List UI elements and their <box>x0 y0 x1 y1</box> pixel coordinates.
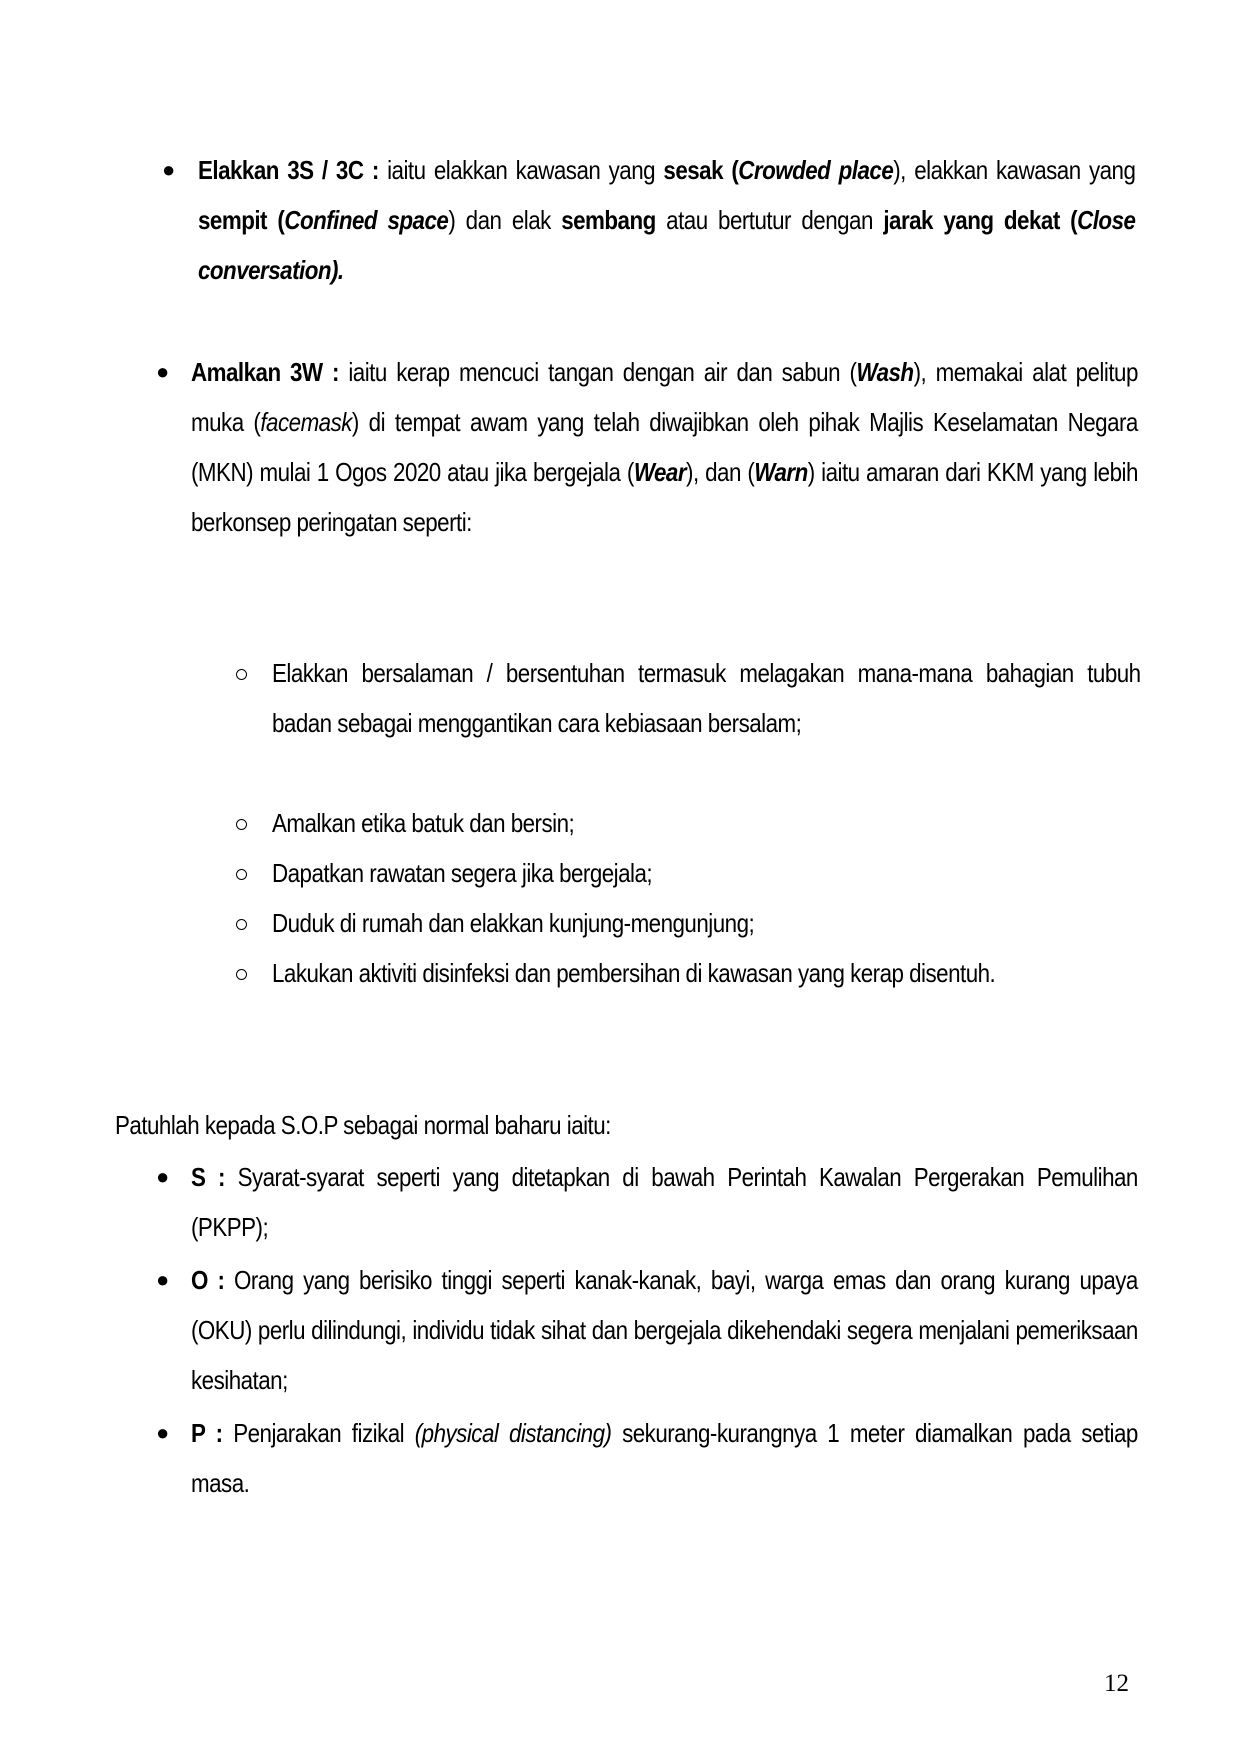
hollow-bullet-icon <box>236 819 247 830</box>
bullet-icon: ● <box>156 1164 170 1189</box>
bullet-icon: ● <box>156 1267 170 1292</box>
list-item-3w: Amalkan 3W : iaitu kerap mencuci tangan dengan air dan sabun (Wash), memakai alat pelitup muka (facemask) di tempat awam yang telah diwajibkan oleh pihak Majlis Keselamatan Negara (MKN) mulai 1 Ogos 2020 atau jika bergejala (Wear), dan (Warn) iaitu amaran dari KKM yang lebih berkonsep peringatan seperti: <box>191 357 1138 537</box>
hollow-bullet-icon <box>236 919 247 930</box>
sub-list-item: Lakukan aktiviti disinfeksi dan pembersihan di kawasan yang kerap disentuh. <box>272 958 996 988</box>
sub-list-item: Elakkan bersalaman / bersentuhan termasuk melagakan mana-mana bahagian tubuh badan sebagai menggantikan cara kebiasaan bersalam; <box>272 658 1141 738</box>
sop-intro: Patuhlah kepada S.O.P sebagai normal baharu iaitu: <box>115 1110 611 1140</box>
item-label: S : <box>191 1162 225 1192</box>
sub-list-item: Amalkan etika batuk dan bersin; <box>272 808 575 838</box>
item-label: Amalkan 3W : <box>191 357 339 387</box>
sop-item-o: O : Orang yang berisiko tinggi seperti kanak-kanak, bayi, warga emas dan orang kurang upaya (OKU) perlu dilindungi, individu tidak sihat dan bergejala dikehendaki segera menjalani pemeriksaan kesihatan; <box>191 1265 1138 1395</box>
item-label: O : <box>191 1265 225 1295</box>
list-item-3s-3c: Elakkan 3S / 3C : iaitu elakkan kawasan yang sesak (Crowded place), elakkan kawasan yang sempit (Confined space) dan elak sembang atau bertutur dengan jarak yang dekat (Close conversation). <box>198 155 1136 285</box>
sub-list-item: Dapatkan rawatan segera jika bergejala; <box>272 858 653 888</box>
page-number: 12 <box>1104 1670 1129 1697</box>
hollow-bullet-icon <box>236 669 247 680</box>
sop-item-s: S : Syarat-syarat seperti yang ditetapkan di bawah Perintah Kawalan Pergerakan Pemulihan (PKPP); <box>191 1162 1138 1242</box>
item-label: P : <box>191 1418 223 1448</box>
sop-item-p: P : Penjarakan fizikal (physical distancing) sekurang-kurangnya 1 meter diamalkan pada setiap masa. <box>191 1418 1138 1498</box>
hollow-bullet-icon <box>236 969 247 980</box>
bullet-icon: ● <box>156 359 170 384</box>
item-label: Elakkan 3S / 3C : <box>198 155 379 185</box>
hollow-bullet-icon <box>236 869 247 880</box>
sub-list-item: Duduk di rumah dan elakkan kunjung-mengunjung; <box>272 908 755 938</box>
bullet-icon: ● <box>156 1420 170 1445</box>
bullet-icon: ● <box>162 157 176 182</box>
